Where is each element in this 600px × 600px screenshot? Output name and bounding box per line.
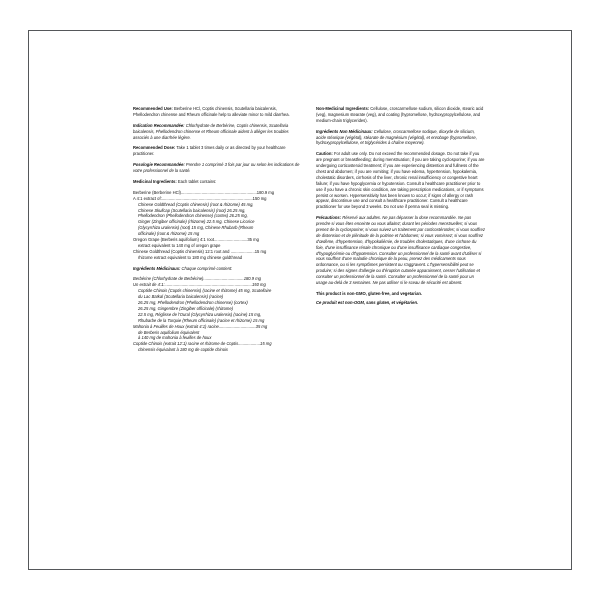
medicinal-fr-line: 26.25 mg, Phellodendron (Phellodendron chinense) (cortex)	[138, 300, 248, 306]
precautions-fr-paragraph	[316, 215, 485, 286]
caution-text: For adult use only. Do not exceed the recommended dosage. Do not take if you are pregnant or breastfeeding; during menstruation; if you are taking cyclosporine; if you are undergoing corticosteroid treatment; if you are experiencing distention and fullness of the chest and abdomen; if you are vomiting; if you have edema, hypertension, hypokalemia, cholestatic disorders, cirrhosis of the liver, chronic renal insufficiency or congestive heart failure; if you have hypoglycemia or hypotension. Consult a healthcare practitioner prior to use if you have a chronic skin condition, are taking prescription medications, or if symptoms persist or worsen. Hypersensitivity has been known to occur; if signs of allergy or rash appear, discontinue use and consult a healthcare practitioner. Consult a healthcare practitioner for use beyond 3 weeks. Do not use if perma seal is missing.	[316, 151, 485, 210]
recommended-use-heading: Recommended Use:	[133, 106, 173, 111]
medicinal-ingredients-subtext: Each tablet contains:	[176, 179, 217, 185]
medicinal-line: Phellodendron (Phellodendron chinense) (cortex) 26.25 mg,	[138, 213, 248, 219]
right-column	[316, 106, 485, 358]
recommended-dose-text: Take 1 tablet 3 times daily or as directed by your healthcare practitioner.	[133, 145, 286, 157]
medicinal-fr-line: 22.5 mg, Réglisse de l'Oural (Glycyrrhiza uralensis) (racine) 15 mg,	[138, 311, 262, 317]
precautions-fr-text: Réservé aux adultes. Ne pas dépasser la dose recommandée. Ne pas prendre si vous êtes enceinte ou vous allaitez; durant les périodes menstruelles; si vous prenez de la cyclosporine; si vous suivez un traitement par corticostéroïdes; si vous souffrez de distension et de plénitude de la poitrine et l'abdomen; si vous vomissez; si vous souffrez d'œdème, d'hypertension, d'hypokaliémie, de troubles cholestatiques, d'une cirrhose du foie, d'une insuffisance rénale chronique ou d'une insuffisance cardiaque congestive, d'hypoglycémie ou d'hypotension. Consulter un professionnel de la santé avant d'utiliser si vous souffrez d'une maladie chronique de la peau, prenez des médicaments sous ordonnance, ou si les symptômes persistent ou s'aggravent. L'hypersensibilité peut se produire; si des signes d'allergie ou d'éruption cutanée apparaissent, cesser l'utilisation et consulter un professionnel de la santé. Consulter un professionnel de la santé pour un usage au-delà de 3 semaines. Ne pas utiliser si le sceau de sécurité est absent.	[316, 215, 485, 286]
footer-fr-text: Ce produit est non-OGM, sans gluten, et végétarien.	[316, 299, 419, 305]
recommended-use-paragraph	[133, 106, 302, 118]
non-medicinal-paragraph	[316, 106, 485, 124]
indication-fr-text: Chlorhydrate de Berbérine, Coptis chinensis, Scutellaria baicalensis, Phellodendron chinense et Rheum officinale aident à alléger les troubles associés à une diarrhée légère.	[133, 122, 289, 140]
medicinal-line: Chinese Goldthread (Coptis chinensis) 12:1 root and .....................15 mg	[133, 248, 267, 254]
medicinal-fr-line: 26.25 mg, Gingembre (Zingiber officinale) (rhizome)	[138, 305, 234, 311]
medicinal-ingredients-heading: Medicinal Ingredients:	[133, 179, 177, 185]
left-column	[133, 106, 302, 358]
medicinal-line: extract equivalent to 140 mg of oregon grape	[138, 242, 221, 248]
non-medicinal-heading: Non-Medicinal Ingredients:	[316, 106, 370, 111]
non-medicinal-text: Cellulose, croscarmellose sodium, silicon dioxide, stearic acid (veg), magnesium stearate (veg), and coating (hypromellose, hydroxypropylcellulose, and medium-chain triglycerides).	[316, 106, 484, 123]
medicinal-line: rhizome extract equivalent to 180 mg chinese goldthread	[138, 254, 243, 260]
indication-fr-paragraph	[133, 123, 302, 141]
medicinal-fr-line: Mahonia à Feuilles de Houx (extrait 4:1) racine................................35 mg	[133, 323, 268, 329]
posologie-fr-heading: Posologie Recommandée:	[133, 162, 185, 168]
medicinal-fr-subtext: Chaque comprimé contient:	[180, 265, 233, 271]
medicinal-fr-line: Coptide Chinois (Coptis chinensis) (racine et rhizome) 45 mg, Scutellaire	[138, 288, 272, 294]
non-medicinal-fr-heading: Ingrédients Non Médicinaux:	[316, 128, 373, 134]
medicinal-fr-heading-paragraph	[133, 266, 302, 272]
label-columns	[133, 106, 485, 358]
medicinal-line: officinale) (root & rhizome) 15 mg	[138, 231, 200, 237]
medicinal-fr-line: à 140 mg de mahonia à feuilles de houx	[138, 335, 212, 341]
medicinal-line: Ginger (Zingiber officinale) (rhizome) 22.5 mg, Chinese Licorice	[138, 219, 255, 225]
medicinal-line: Chinese Goldthread (Coptis chinensis) (root & rhizome) 45 mg,	[138, 201, 254, 207]
recommended-dose-paragraph	[133, 145, 302, 157]
medicinal-fr-line: Berbérine (Chlorhydrate de Berbérine)...................................180.9 mg	[133, 276, 261, 282]
caution-paragraph	[316, 151, 485, 210]
medicinal-line: (Glycyrrhiza uralensis) (root) 15 mg, Chinese Rhubarb (Rheum	[138, 225, 254, 231]
medicinal-line: Oregon Grape (Berberis aquifolium) 4:1 root.............................35 mg	[133, 237, 259, 243]
medicinal-line: Chinese Skullcap (Scutellaria baicalensis) (root) 26.25 mg,	[138, 207, 246, 213]
non-medicinal-fr-paragraph	[316, 129, 485, 147]
medicinal-fr-line: chinensis équivalant à 180 mg de coptide chinois	[138, 347, 229, 353]
medicinal-fr-line: de Berberis aquifolium équivalent	[138, 329, 200, 335]
recommended-use-text: Berberine HCl, Coptis chinensis, Scutellaria baicalensis, Phellodendron chinense and Rheum officinale help to alleviate minor to mild diarrhea.	[133, 106, 290, 117]
indication-fr-heading: Indication Recommandée:	[133, 122, 185, 128]
medicinal-fr-line: Coptide Chinois (extrait 12:1) racine et rhizome de Coptis...................15 mg	[133, 341, 272, 347]
label-page	[28, 30, 572, 570]
precautions-fr-heading: Précautions:	[316, 215, 342, 221]
caution-heading: Caution:	[316, 151, 333, 157]
medicinal-fr-line: du Lac Baïkal (Scutellaria baicalensis) (racine)	[138, 294, 224, 300]
medicinal-ingredients-heading-paragraph	[133, 179, 302, 185]
medicinal-fr-line: Rhubarbe de la Turquie (Rheum officinale) (racine et rhizome) 15 mg	[138, 317, 265, 323]
footer-en-text: This product is non-GMO, gluten-free, and vegetarian.	[316, 290, 423, 296]
posologie-fr-text: Prendre 1 comprimé 3 fois par jour ou selon les indications de votre professionnel de la santé.	[133, 162, 300, 174]
medicinal-fr-line: Un extrait de 4:1:............................................................................150 mg	[133, 282, 266, 288]
medicinal-line: Berberine (Berberine HCl)..................................................................180.9 mg	[133, 189, 275, 195]
non-medicinal-fr-text: Cellulose, croscarmellose sodique, dioxyde de silicium, acide stéarique (végétal), stéarate de magnésium (végétal), et enrobage (hypromellose, hydroxypropylcellulose, et triglycérides à chaîne moyenne).	[316, 128, 477, 146]
recommended-dose-heading: Recommended Dose:	[133, 145, 176, 151]
posologie-fr-paragraph	[133, 162, 302, 174]
medicinal-fr-heading: Ingrédients Médicinaux:	[133, 265, 181, 271]
medicinal-line: A 4:1 extract of:...............................................................................150 mg	[133, 195, 267, 201]
